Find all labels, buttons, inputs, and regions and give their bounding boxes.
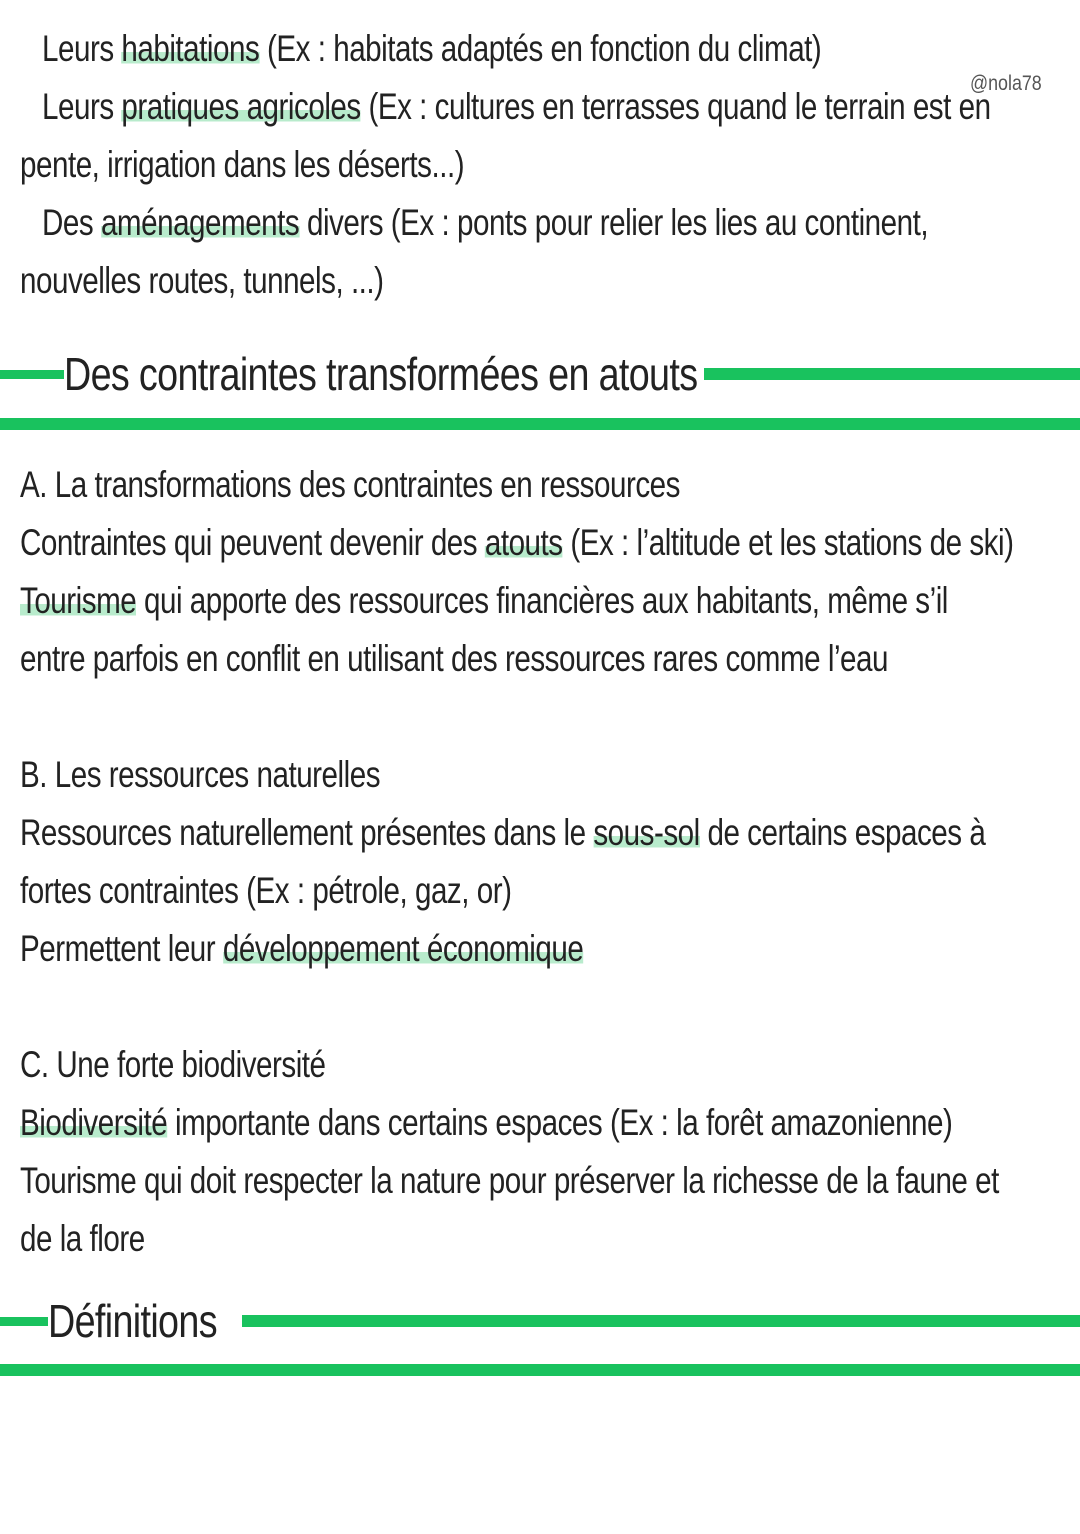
c-line-2: Tourisme qui doit respecter la nature pour préserver la richesse de la faune et bbox=[20, 1160, 999, 1201]
a-line-3: entre parfois en conflit en utilisant des ressources rares comme l’eau bbox=[20, 638, 888, 679]
heading-a: A. La transformations des contraintes en ressources bbox=[20, 464, 680, 505]
section-bar-left bbox=[0, 370, 64, 379]
heading-b: B. Les ressources naturelles bbox=[20, 754, 381, 795]
heading-c: C. Une forte biodiversité bbox=[20, 1044, 326, 1085]
intro-line-habitations: Leurs habitations (Ex : habitats adaptés en fonction du climat) bbox=[42, 28, 822, 69]
c-line-3: de la flore bbox=[20, 1218, 145, 1259]
intro-line-agricoles: Leurs pratiques agricoles (Ex : cultures en terrasses quand le terrain est en bbox=[42, 86, 991, 127]
definitions-bar-right bbox=[242, 1315, 1080, 1327]
b-line-2: fortes contraintes (Ex : pétrole, gaz, or) bbox=[20, 870, 512, 911]
intro-line-amenagements: Des aménagements divers (Ex : ponts pour relier les lies au continent, bbox=[42, 202, 929, 243]
c-line-1: Biodiversité importante dans certains espaces (Ex : la forêt amazonienne) bbox=[20, 1102, 953, 1143]
b-line-3: Permettent leur développement économique bbox=[20, 928, 584, 969]
b-line-1: Ressources naturellement présentes dans le sous-sol de certains espaces à bbox=[20, 812, 986, 853]
section-title-atouts: Des contraintes transformées en atouts bbox=[64, 348, 698, 400]
section-bar-right bbox=[704, 368, 1080, 380]
definitions-bar-left bbox=[0, 1317, 48, 1326]
a-line-1: Contraintes qui peuvent devenir des atouts (Ex : l’altitude et les stations de ski) bbox=[20, 522, 1014, 563]
watermark: @nola78 bbox=[970, 72, 1042, 95]
section-divider bbox=[0, 418, 1080, 430]
section-title-definitions: Définitions bbox=[48, 1295, 217, 1347]
a-line-2: Tourisme qui apporte des ressources financières aux habitants, même s’il bbox=[20, 580, 948, 621]
intro-line-deserts: pente, irrigation dans les déserts...) bbox=[20, 144, 465, 185]
intro-line-routes: nouvelles routes, tunnels, ...) bbox=[20, 260, 384, 301]
definitions-divider bbox=[0, 1364, 1080, 1376]
